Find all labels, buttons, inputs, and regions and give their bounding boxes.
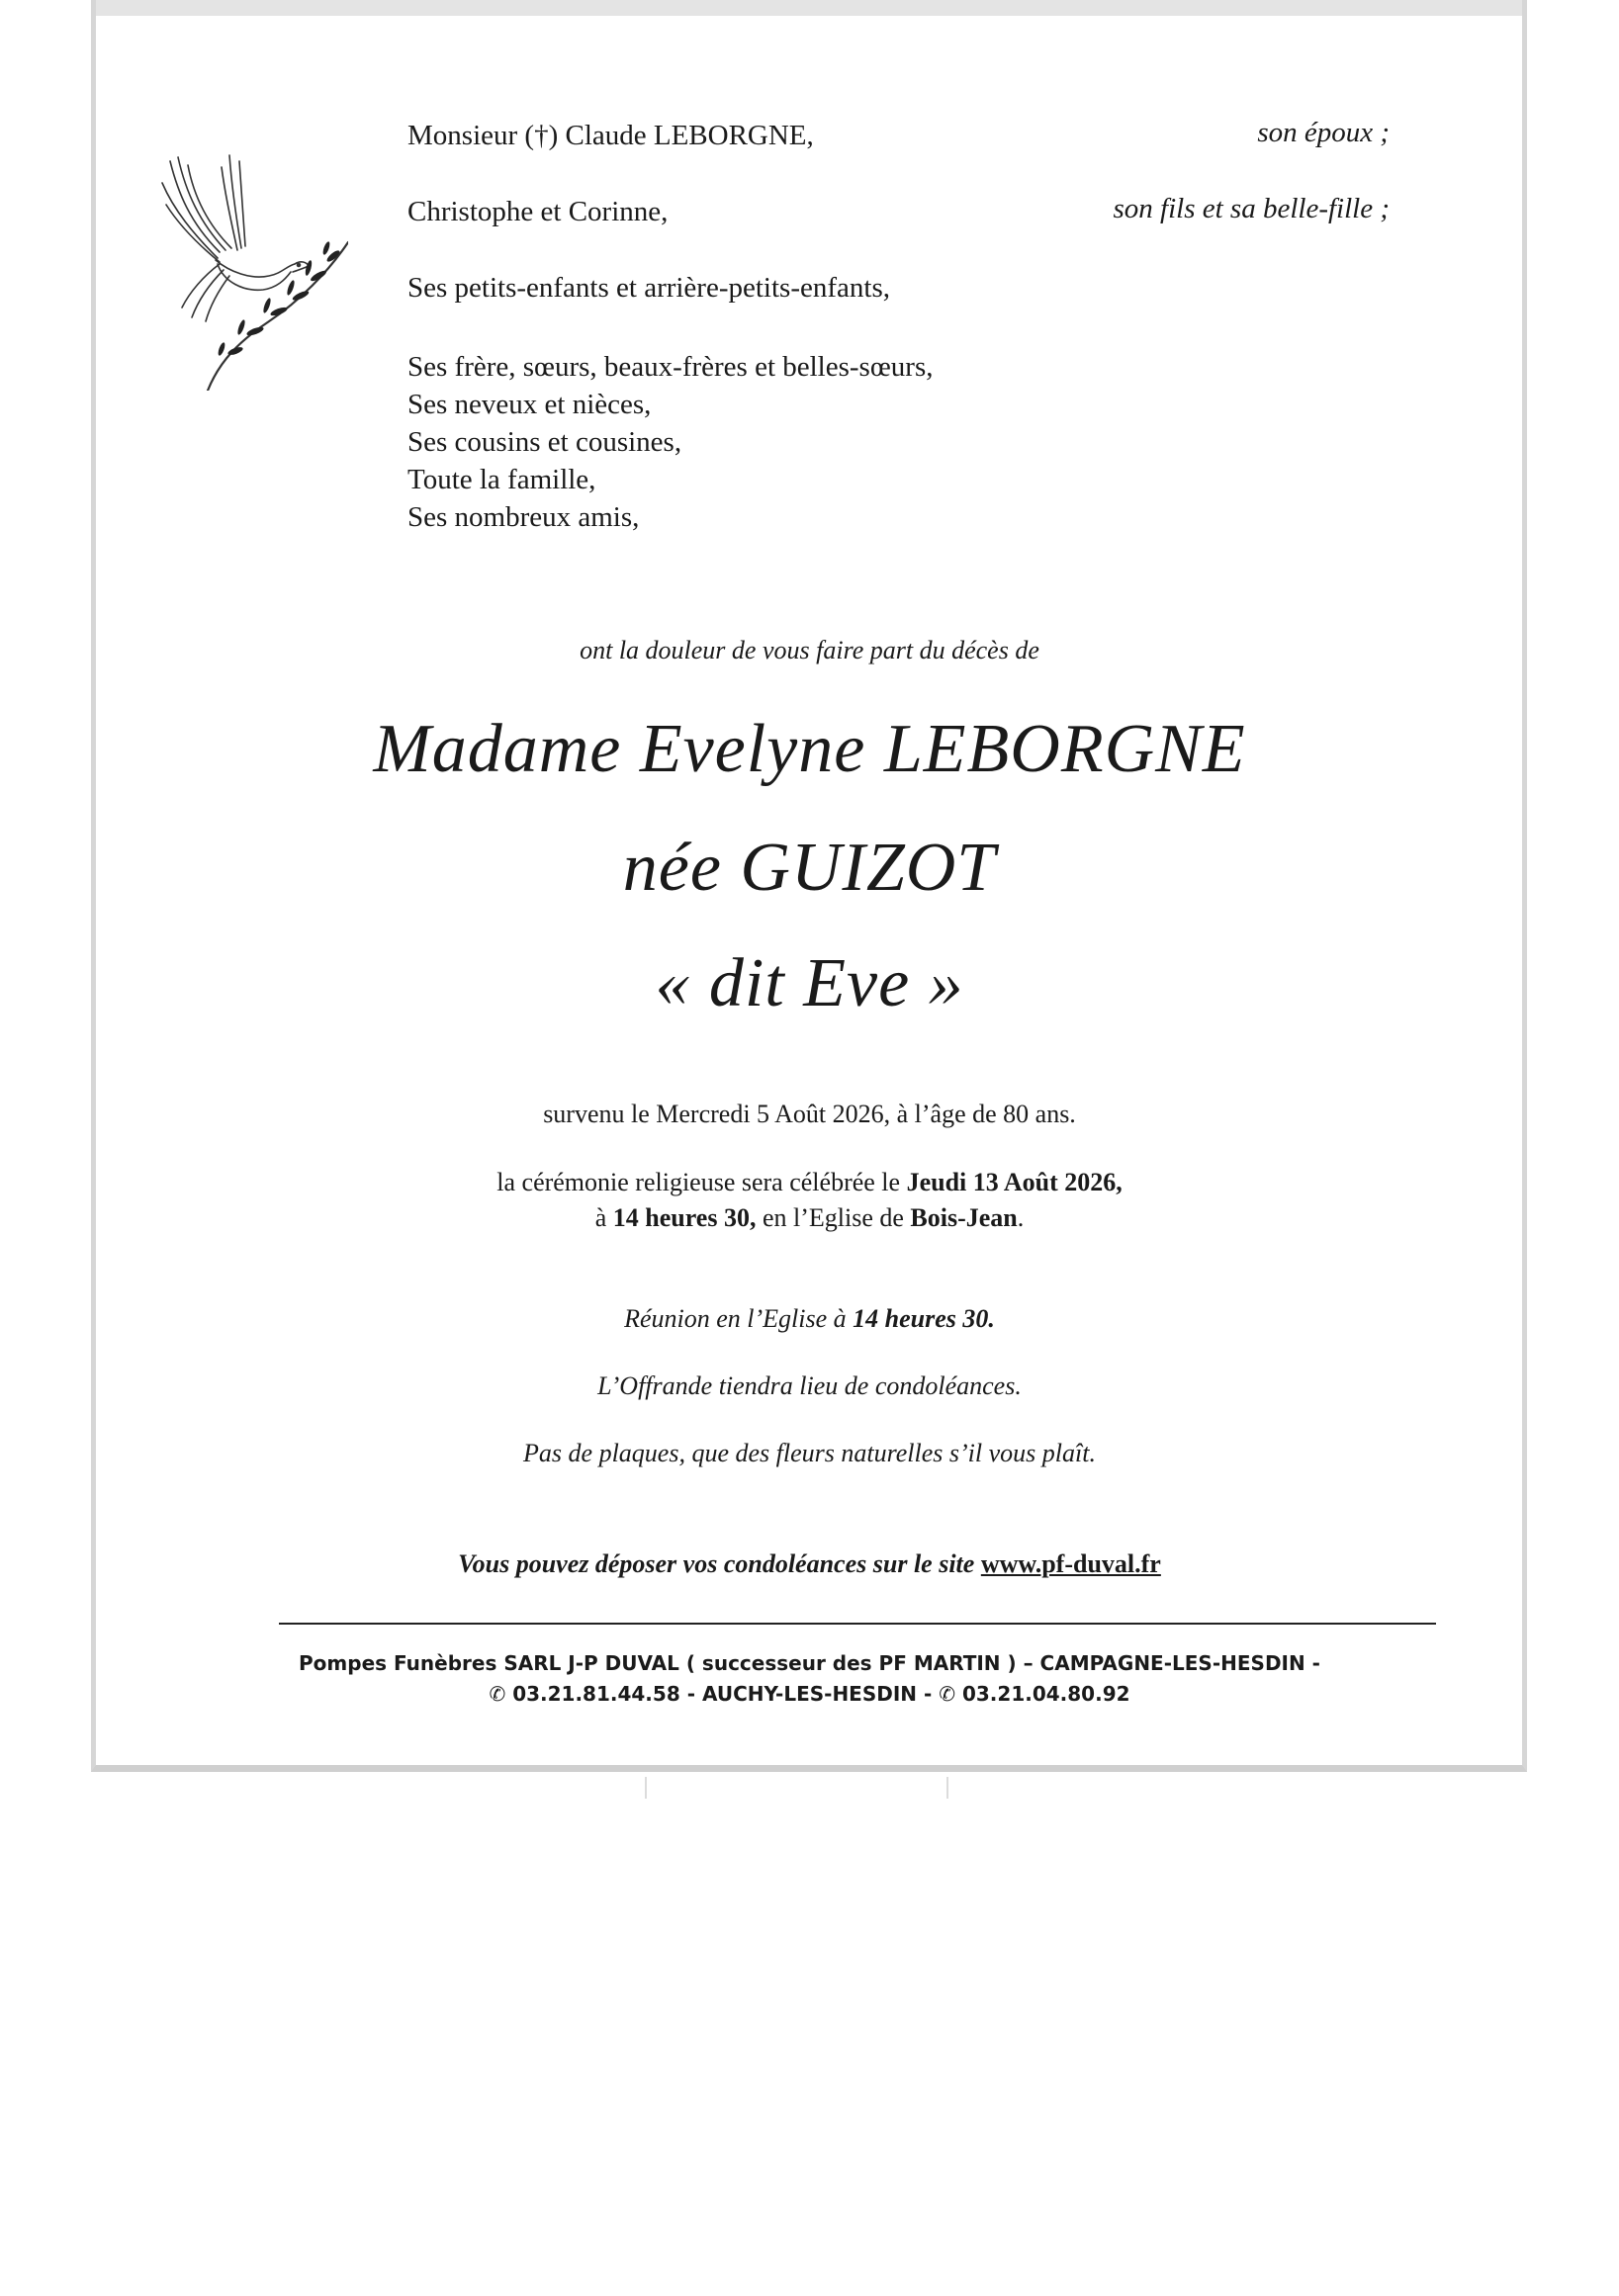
family-son-name: Christophe et Corinne, — [407, 196, 669, 227]
fold-mark — [645, 1777, 647, 1799]
death-details: survenu le Mercredi 5 Août 2026, à l’âge de 80 ans. — [543, 1100, 1076, 1128]
ceremony-line-1 — [0, 1168, 1619, 1197]
ceremony-prefix: la cérémonie religieuse sera célébrée le — [496, 1168, 907, 1196]
meeting-time: 14 heures 30. — [853, 1304, 995, 1333]
family-grandchildren: Ses petits-enfants et arrière-petits-enfants, — [407, 272, 890, 304]
meeting-line — [0, 1304, 1619, 1334]
ceremony-time: 14 heures 30, — [612, 1203, 757, 1232]
family-son-relation: son fils et sa belle-fille ; — [1113, 193, 1390, 224]
family-husband-name: Monsieur (†) Claude LEBORGNE, — [407, 120, 814, 151]
ceremony-end: . — [1017, 1203, 1025, 1232]
condolences-prefix: Vous pouvez déposer vos condoléances sur le site — [458, 1549, 981, 1578]
footer-divider — [279, 1623, 1436, 1625]
offering-note: L’Offrande tiendra lieu de condoléances. — [597, 1371, 1022, 1400]
flowers-note: Pas de plaques, que des fleurs naturelles s’il vous plaît. — [523, 1439, 1096, 1467]
family-other-line: Toute la famille, — [407, 464, 596, 495]
family-other-line: Ses neveux et nièces, — [407, 389, 652, 420]
family-other-line: Ses cousins et cousines, — [407, 426, 682, 458]
ceremony-place-prefix: en l’Eglise de — [756, 1203, 911, 1232]
family-other-line: Ses nombreux amis, — [407, 501, 640, 533]
deceased-maiden-name: née GUIZOT — [622, 830, 997, 906]
deceased-nickname: « dit Eve » — [655, 945, 964, 1021]
website-link[interactable]: www.pf-duval.fr — [980, 1549, 1161, 1578]
family-husband-relation: son époux ; — [1257, 117, 1390, 148]
footer-line-1: Pompes Funèbres SARL J-P DUVAL ( successeur des PF MARTIN ) – CAMPAGNE-LES-HESDIN - — [299, 1651, 1320, 1675]
footer-line-2: ✆ 03.21.81.44.58 - AUCHY-LES-HESDIN - ✆ 03.21.04.80.92 — [489, 1682, 1130, 1706]
ceremony-date: Jeudi 13 Août 2026, — [906, 1168, 1123, 1196]
announcement-intro: ont la douleur de vous faire part du décès de — [580, 636, 1039, 664]
deceased-name: Madame Evelyne LEBORGNE — [373, 711, 1246, 787]
fold-mark — [946, 1777, 948, 1799]
ceremony-line-2 — [0, 1203, 1619, 1233]
ceremony-place: Bois-Jean — [910, 1203, 1018, 1232]
condolences-line — [0, 1549, 1619, 1579]
ceremony-at: à — [594, 1203, 613, 1232]
meeting-prefix: Réunion en l’Eglise à — [624, 1304, 854, 1333]
family-other-line: Ses frère, sœurs, beaux-frères et belles-sœurs, — [407, 351, 934, 383]
dove-icon — [160, 153, 348, 391]
